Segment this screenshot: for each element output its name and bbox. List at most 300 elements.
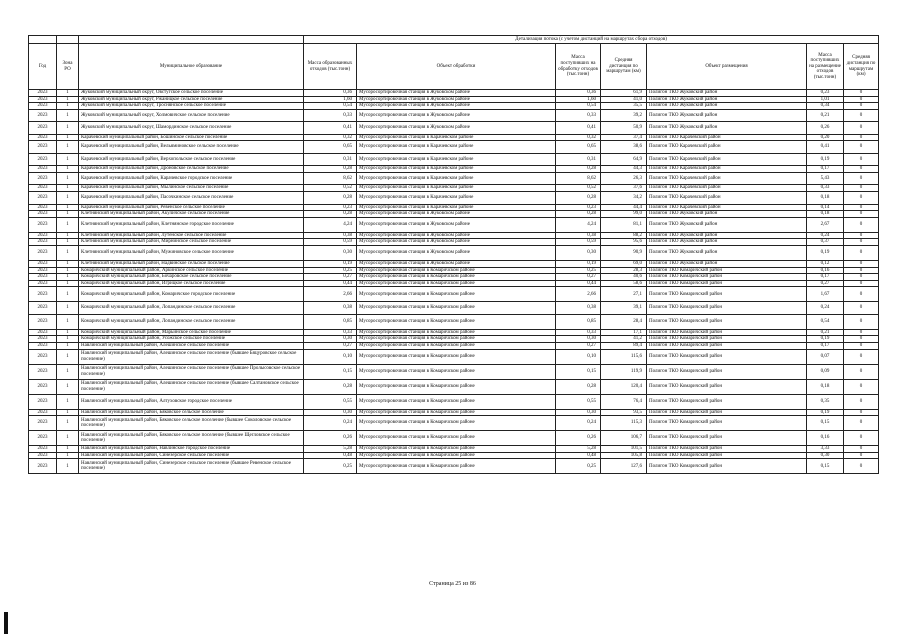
table-row (29, 260, 879, 267)
cell-processing-object: Мусоросортировочная станция в Комаричском районе (357, 343, 556, 350)
cell-placement-object: Полигон ТКО Карачевский район (647, 166, 807, 173)
cell-zone: 1 (57, 274, 79, 281)
cell-year: 2023 (29, 314, 57, 329)
cell-avg-distance-placement: 0 (844, 166, 879, 173)
cell-mass-generated: 8,62 (304, 172, 357, 185)
cell-year: 2023 (29, 260, 57, 267)
cell-mass-to-processing: 0,54 (556, 103, 601, 110)
cell-processing-object: Мусоросортировочная станция в Жуковском районе (357, 90, 556, 97)
cell-zone: 1 (57, 446, 79, 453)
cell-placement-object: Полигон ТКО Комаричский район (647, 336, 807, 343)
cell-processing-object: Мусоросортировочная станция в Комаричском районе (357, 416, 556, 431)
cell-mass-generated: 0,44 (304, 280, 357, 287)
cell-avg-distance-placement: 0 (844, 280, 879, 287)
cell-mass-to-placement: 0,30 (807, 452, 844, 459)
cell-mass-to-placement: 1,01 (807, 96, 844, 103)
cell-mass-generated: 0,28 (304, 379, 357, 394)
cell-mass-to-processing: 0,30 (556, 336, 601, 343)
cell-mass-to-processing: 0,28 (556, 211, 601, 218)
cell-year: 2023 (29, 166, 57, 173)
cell-avg-distance-placement: 0 (844, 409, 879, 416)
cell-processing-object: Мусоросортировочная станция в Комаричском районе (357, 409, 556, 416)
cell-zone: 1 (57, 239, 79, 246)
cell-mass-to-placement: 0,41 (807, 141, 844, 154)
cell-mass-generated: 0,10 (304, 349, 357, 364)
cell-year: 2023 (29, 446, 57, 453)
cell-mass-generated: 5,28 (304, 446, 357, 453)
table-row (29, 245, 879, 260)
cell-year: 2023 (29, 239, 57, 246)
cell-avg-distance: 101,5 (601, 446, 647, 453)
header-year: Год (29, 44, 57, 90)
cell-mass-to-placement: 0,27 (807, 280, 844, 287)
cell-processing-object: Мусоросортировочная станция в Жуковском районе (357, 109, 556, 122)
cell-processing-object: Мусоросортировочная станция в Комаричском районе (357, 459, 556, 474)
cell-municipality: Навлинский муниципальный район, Алешинское сельское поселение (бывшее Бяцуровское сельское поселение) (79, 349, 304, 364)
cell-zone: 1 (57, 90, 79, 97)
cell-mass-to-processing: 0,65 (556, 141, 601, 154)
cell-mass-to-processing: 0,28 (556, 379, 601, 394)
cell-mass-generated: 0,24 (304, 416, 357, 431)
cell-year: 2023 (29, 302, 57, 315)
cell-mass-to-placement: 0,19 (807, 153, 844, 166)
cell-municipality: Клетнянский муниципальный район, Лутенское сельское поселение (79, 232, 304, 239)
cell-processing-object: Мусоросортировочная станция в Карачевском районе (357, 166, 556, 173)
cell-municipality: Комаричский муниципальный район, Игрицкое сельское поселение (79, 280, 304, 287)
cell-year: 2023 (29, 122, 57, 135)
cell-municipality: Карачевский муниципальный район, Карачевское городское поселение (79, 172, 304, 185)
cell-mass-generated: 0,85 (304, 314, 357, 329)
cell-mass-generated: 2,66 (304, 287, 357, 302)
cell-placement-object: Полигон ТКО Карачевский район (647, 172, 807, 185)
cell-zone: 1 (57, 287, 79, 302)
cell-mass-to-processing: 0,38 (556, 302, 601, 315)
cell-mass-generated: 0,15 (304, 364, 357, 379)
cell-zone: 1 (57, 336, 79, 343)
cell-avg-distance: 69,0 (601, 260, 647, 267)
scan-edge-mark (4, 612, 8, 634)
table-row (29, 452, 879, 459)
cell-zone: 1 (57, 459, 79, 474)
table-row (29, 109, 879, 122)
cell-mass-to-placement: 0,24 (807, 302, 844, 315)
cell-zone: 1 (57, 314, 79, 329)
table-caption: Детализация потока (с учетом дистанций на маршрутах сбора отходов) (304, 36, 879, 44)
cell-avg-distance-placement: 0 (844, 349, 879, 364)
cell-mass-to-processing: 0,55 (556, 394, 601, 409)
cell-mass-generated: 0,25 (304, 267, 357, 274)
cell-mass-to-placement: 0,33 (807, 185, 844, 192)
cell-mass-to-processing: 0,41 (556, 122, 601, 135)
cell-mass-to-placement: 0,35 (807, 394, 844, 409)
cell-avg-distance: 39,2 (601, 109, 647, 122)
cell-year: 2023 (29, 153, 57, 166)
table-row (29, 141, 879, 154)
cell-processing-object: Мусоросортировочная станция в Комаричском районе (357, 379, 556, 394)
cell-mass-to-placement: 0,19 (807, 245, 844, 260)
cell-zone: 1 (57, 172, 79, 185)
cell-processing-object: Мусоросортировочная станция в Комаричском районе (357, 452, 556, 459)
cell-mass-to-placement: 0,21 (807, 109, 844, 122)
cell-mass-generated: 0,41 (304, 122, 357, 135)
cell-avg-distance-placement: 0 (844, 274, 879, 281)
cell-mass-generated: 0,27 (304, 274, 357, 281)
cell-avg-distance-placement: 0 (844, 287, 879, 302)
cell-placement-object: Полигон ТКО Карачевский район (647, 153, 807, 166)
cell-municipality: Навлинский муниципальный район, Алтуховское городское поселение (79, 394, 304, 409)
cell-mass-to-placement: 0,19 (807, 336, 844, 343)
cell-placement-object: Полигон ТКО Карачевский район (647, 192, 807, 205)
cell-avg-distance-placement: 0 (844, 336, 879, 343)
flow-detail-sheet (28, 35, 878, 474)
cell-year: 2023 (29, 287, 57, 302)
cell-avg-distance-placement: 0 (844, 394, 879, 409)
cell-avg-distance-placement: 0 (844, 267, 879, 274)
table-row (29, 459, 879, 474)
cell-year: 2023 (29, 141, 57, 154)
cell-zone: 1 (57, 96, 79, 103)
cell-placement-object: Полигон ТКО Жуковский район (647, 109, 807, 122)
header-processing-object: Объект обработки (357, 44, 556, 90)
cell-placement-object: Полигон ТКО Комаричский район (647, 349, 807, 364)
cell-avg-distance: 37,6 (601, 185, 647, 192)
cell-processing-object: Мусоросортировочная станция в Карачевском районе (357, 192, 556, 205)
cell-avg-distance: 120,4 (601, 379, 647, 394)
cell-mass-generated: 0,33 (304, 329, 357, 336)
cell-mass-to-processing: 2,66 (556, 287, 601, 302)
cell-zone: 1 (57, 349, 79, 364)
cell-zone: 1 (57, 409, 79, 416)
cell-mass-to-processing: 1,60 (556, 96, 601, 103)
cell-processing-object: Мусоросортировочная станция в Жуковском районе (357, 103, 556, 110)
cell-year: 2023 (29, 245, 57, 260)
table-row (29, 416, 879, 431)
cell-mass-to-processing: 4,24 (556, 217, 601, 232)
cell-placement-object: Полигон ТКО Комаричский район (647, 287, 807, 302)
cell-mass-to-processing: 0,24 (556, 416, 601, 431)
cell-year: 2023 (29, 217, 57, 232)
table-row (29, 239, 879, 246)
cell-avg-distance: 26,3 (601, 172, 647, 185)
cell-mass-to-processing: 0,59 (556, 239, 601, 246)
cell-avg-distance: 39,1 (601, 302, 647, 315)
cell-mass-generated: 0,28 (304, 211, 357, 218)
cell-mass-to-processing: 5,28 (556, 446, 601, 453)
table-row (29, 172, 879, 185)
table-row (29, 274, 879, 281)
cell-mass-to-processing: 0,28 (556, 192, 601, 205)
cell-placement-object: Полигон ТКО Комаричский район (647, 459, 807, 474)
cell-mass-to-placement: 0,15 (807, 416, 844, 431)
cell-processing-object: Мусоросортировочная станция в Комаричском районе (357, 329, 556, 336)
cell-placement-object: Полигон ТКО Карачевский район (647, 185, 807, 192)
cell-year: 2023 (29, 192, 57, 205)
cell-mass-to-placement: 0,20 (807, 134, 844, 141)
cell-mass-to-placement: 0,17 (807, 166, 844, 173)
cell-zone: 1 (57, 431, 79, 446)
cell-avg-distance: 40,6 (601, 274, 647, 281)
table-row (29, 96, 879, 103)
cell-avg-distance: 93,5 (601, 409, 647, 416)
cell-processing-object: Мусоросортировочная станция в Жуковском районе (357, 245, 556, 260)
cell-avg-distance: 61,9 (601, 90, 647, 97)
cell-avg-distance: 89,4 (601, 343, 647, 350)
cell-mass-to-processing: 0,31 (556, 153, 601, 166)
header-avg-distance-placement: Средняя дистанция по маршрутам (км) (844, 44, 879, 90)
cell-mass-generated: 0,33 (304, 109, 357, 122)
cell-processing-object: Мусоросортировочная станция в Комаричском районе (357, 274, 556, 281)
cell-year: 2023 (29, 232, 57, 239)
cell-avg-distance: 28,3 (601, 267, 647, 274)
cell-mass-to-processing: 0,23 (556, 204, 601, 211)
cell-mass-generated: 0,30 (304, 336, 357, 343)
cell-avg-distance: 44,4 (601, 204, 647, 211)
cell-avg-distance: 44,3 (601, 166, 647, 173)
cell-mass-to-placement: 0,16 (807, 431, 844, 446)
cell-mass-generated: 0,52 (304, 185, 357, 192)
flow-detail-table (28, 35, 879, 474)
cell-avg-distance: 38,6 (601, 141, 647, 154)
cell-year: 2023 (29, 274, 57, 281)
cell-zone: 1 (57, 416, 79, 431)
cell-mass-to-processing: 0,52 (556, 185, 601, 192)
header-avg-distance: Средняя дистанция по маршрутам (км) (601, 44, 647, 90)
cell-zone: 1 (57, 364, 79, 379)
cell-zone: 1 (57, 185, 79, 192)
table-row (29, 280, 879, 287)
cell-municipality: Навлинский муниципальный район, Синезерское сельское поселение (бывшее Ревенское сельское поселение) (79, 459, 304, 474)
cell-mass-generated: 0,55 (304, 394, 357, 409)
cell-mass-to-placement: 0,15 (807, 459, 844, 474)
cell-municipality: Навлинский муниципальный район, Бяковское сельское поселение (79, 409, 304, 416)
cell-avg-distance-placement: 0 (844, 185, 879, 192)
cell-zone: 1 (57, 109, 79, 122)
cell-placement-object: Полигон ТКО Жуковский район (647, 245, 807, 260)
cell-avg-distance: 17,1 (601, 329, 647, 336)
cell-processing-object: Мусоросортировочная станция в Комаричском районе (357, 314, 556, 329)
cell-zone: 1 (57, 153, 79, 166)
cell-processing-object: Мусоросортировочная станция в Жуковском районе (357, 122, 556, 135)
cell-mass-to-placement: 0,18 (807, 211, 844, 218)
cell-zone: 1 (57, 204, 79, 211)
cell-avg-distance-placement: 0 (844, 153, 879, 166)
cell-mass-to-processing: 0,30 (556, 245, 601, 260)
cell-year: 2023 (29, 459, 57, 474)
cell-year: 2023 (29, 416, 57, 431)
cell-placement-object: Полигон ТКО Комаричский район (647, 302, 807, 315)
cell-avg-distance-placement: 0 (844, 446, 879, 453)
cell-mass-generated: 0,30 (304, 245, 357, 260)
table-row (29, 349, 879, 364)
cell-mass-to-placement: 0,16 (807, 267, 844, 274)
cell-avg-distance-placement: 0 (844, 90, 879, 97)
cell-mass-generated: 0,30 (304, 409, 357, 416)
cell-placement-object: Полигон ТКО Жуковский район (647, 90, 807, 97)
cell-municipality: Жуковский муниципальный округ, Холмовичское сельское поселение (79, 109, 304, 122)
cell-mass-to-placement: 0,37 (807, 239, 844, 246)
cell-avg-distance: 95,6 (601, 239, 647, 246)
cell-zone: 1 (57, 122, 79, 135)
cell-avg-distance: 35,5 (601, 103, 647, 110)
cell-municipality: Навлинский муниципальный район, Синезерское сельское поселение (79, 452, 304, 459)
cell-avg-distance: 37,4 (601, 134, 647, 141)
table-row (29, 379, 879, 394)
cell-avg-distance: 119,9 (601, 364, 647, 379)
cell-year: 2023 (29, 96, 57, 103)
cell-zone: 1 (57, 302, 79, 315)
cell-avg-distance-placement: 0 (844, 364, 879, 379)
cell-placement-object: Полигон ТКО Комаричский район (647, 343, 807, 350)
cell-avg-distance: 99,0 (601, 211, 647, 218)
cell-municipality: Карачевский муниципальный район, Ревенское сельское поселение (79, 204, 304, 211)
cell-placement-object: Полигон ТКО Карачевский район (647, 204, 807, 211)
cell-mass-to-processing: 0,25 (556, 459, 601, 474)
cell-placement-object: Полигон ТКО Карачевский район (647, 134, 807, 141)
cell-avg-distance-placement: 0 (844, 122, 879, 135)
cell-year: 2023 (29, 394, 57, 409)
cell-processing-object: Мусоросортировочная станция в Карачевском районе (357, 134, 556, 141)
cell-avg-distance-placement: 0 (844, 379, 879, 394)
cell-year: 2023 (29, 172, 57, 185)
table-row (29, 217, 879, 232)
cell-zone: 1 (57, 134, 79, 141)
cell-municipality: Жуковский муниципальный округ, Овстугское сельское поселение (79, 90, 304, 97)
cell-processing-object: Мусоросортировочная станция в Комаричском районе (357, 336, 556, 343)
cell-avg-distance-placement: 0 (844, 452, 879, 459)
cell-municipality: Навлинский муниципальный район, Бяковское сельское поселение (бывшее Щегловское сельское поселение) (79, 431, 304, 446)
cell-avg-distance-placement: 0 (844, 134, 879, 141)
cell-year: 2023 (29, 211, 57, 218)
cell-mass-to-processing: 0,10 (556, 349, 601, 364)
cell-mass-to-processing: 0,19 (556, 260, 601, 267)
cell-processing-object: Мусоросортировочная станция в Жуковском районе (357, 217, 556, 232)
table-row (29, 90, 879, 97)
cell-mass-generated: 0,65 (304, 141, 357, 154)
table-row (29, 431, 879, 446)
cell-processing-object: Мусоросортировочная станция в Комаричском районе (357, 446, 556, 453)
table-row (29, 134, 879, 141)
cell-year: 2023 (29, 379, 57, 394)
cell-processing-object: Мусоросортировочная станция в Комаричском районе (357, 394, 556, 409)
cell-avg-distance: 41,2 (601, 336, 647, 343)
cell-zone: 1 (57, 192, 79, 205)
cell-year: 2023 (29, 349, 57, 364)
cell-placement-object: Полигон ТКО Комаричский район (647, 452, 807, 459)
cell-municipality: Навлинский муниципальный район, Навлинское городское поселение (79, 446, 304, 453)
cell-year: 2023 (29, 134, 57, 141)
table-row (29, 232, 879, 239)
cell-mass-generated: 0,19 (304, 260, 357, 267)
cell-avg-distance: 115,3 (601, 416, 647, 431)
cell-mass-to-placement: 0,17 (807, 343, 844, 350)
cell-processing-object: Мусоросортировочная станция в Жуковском районе (357, 239, 556, 246)
cell-year: 2023 (29, 90, 57, 97)
table-row (29, 314, 879, 329)
cell-municipality: Навлинский муниципальный район, Алешинское сельское поселение (бывшее Салтановское сельское поселение) (79, 379, 304, 394)
table-row (29, 336, 879, 343)
cell-mass-generated: 0,59 (304, 239, 357, 246)
cell-municipality: Комаричский муниципальный район, Бочаровское сельское поселение (79, 274, 304, 281)
cell-municipality: Жуковский муниципальный округ, Шамординское сельское поселение (79, 122, 304, 135)
cell-placement-object: Полигон ТКО Жуковский район (647, 232, 807, 239)
cell-municipality: Карачевский муниципальный район, Пасочкинское сельское поселение (79, 192, 304, 205)
cell-avg-distance: 27,1 (601, 287, 647, 302)
cell-municipality: Жуковский муниципальный округ, Ржаницкое сельское поселение (79, 96, 304, 103)
cell-mass-generated: 0,38 (304, 302, 357, 315)
cell-mass-to-placement: 1,67 (807, 287, 844, 302)
cell-avg-distance: 76,4 (601, 394, 647, 409)
table-row (29, 329, 879, 336)
table-row (29, 166, 879, 173)
cell-zone: 1 (57, 211, 79, 218)
cell-avg-distance-placement: 0 (844, 431, 879, 446)
cell-mass-to-placement: 0,54 (807, 314, 844, 329)
cell-avg-distance-placement: 0 (844, 416, 879, 431)
cell-mass-to-processing: 0,32 (556, 134, 601, 141)
cell-municipality: Комаричский муниципальный район, Усожское сельское поселение (79, 336, 304, 343)
cell-mass-to-processing: 0,25 (556, 267, 601, 274)
cell-avg-distance: 88,2 (601, 232, 647, 239)
cell-placement-object: Полигон ТКО Комаричский район (647, 280, 807, 287)
cell-mass-to-processing: 0,48 (556, 452, 601, 459)
cell-mass-to-placement: 0,34 (807, 103, 844, 110)
cell-avg-distance-placement: 0 (844, 172, 879, 185)
cell-municipality: Клетнянский муниципальный район, Мирнинское сельское поселение (79, 239, 304, 246)
cell-zone: 1 (57, 217, 79, 232)
cell-processing-object: Мусоросортировочная станция в Карачевском районе (357, 153, 556, 166)
cell-avg-distance: 115,6 (601, 349, 647, 364)
cell-zone: 1 (57, 245, 79, 260)
cell-avg-distance-placement: 0 (844, 245, 879, 260)
cell-processing-object: Мусоросортировочная станция в Комаричском районе (357, 287, 556, 302)
cell-municipality: Карачевский муниципальный район, Мылинское сельское поселение (79, 185, 304, 192)
cell-municipality: Комаричский муниципальный район, Лопандинское сельское поселение (79, 314, 304, 329)
table-row (29, 103, 879, 110)
cell-municipality: Жуковский муниципальный округ, Троснянское сельское поселение (79, 103, 304, 110)
cell-municipality: Клетнянский муниципальный район, Клетнянское городское поселение (79, 217, 304, 232)
cell-municipality: Навлинский муниципальный район, Алешинское сельское поселение (бывшее Пролысовское сельское поселение) (79, 364, 304, 379)
cell-mass-to-processing: 0,36 (556, 90, 601, 97)
cell-mass-to-placement: 0,19 (807, 409, 844, 416)
cell-year: 2023 (29, 431, 57, 446)
cell-placement-object: Полигон ТКО Карачевский район (647, 141, 807, 154)
cell-placement-object: Полигон ТКО Комаричский район (647, 314, 807, 329)
cell-year: 2023 (29, 109, 57, 122)
cell-placement-object: Полигон ТКО Жуковский район (647, 217, 807, 232)
cell-mass-to-placement: 0,18 (807, 192, 844, 205)
cell-municipality: Комаричский муниципальный район, Марьинское сельское поселение (79, 329, 304, 336)
cell-municipality: Карачевский муниципальный район, Верхопольское сельское поселение (79, 153, 304, 166)
table-row (29, 343, 879, 350)
cell-mass-generated: 0,28 (304, 192, 357, 205)
cell-avg-distance: 34,2 (601, 192, 647, 205)
cell-mass-to-processing: 0,85 (556, 314, 601, 329)
cell-mass-to-placement: 0,23 (807, 90, 844, 97)
cell-avg-distance: 127,6 (601, 459, 647, 474)
cell-zone: 1 (57, 280, 79, 287)
cell-mass-generated: 0,28 (304, 166, 357, 173)
cell-processing-object: Мусоросортировочная станция в Комаричском районе (357, 302, 556, 315)
cell-mass-to-processing: 0,38 (556, 232, 601, 239)
cell-processing-object: Мусоросортировочная станция в Комаричском районе (357, 280, 556, 287)
page-number: Страница 25 из 86 (429, 581, 476, 587)
cell-placement-object: Полигон ТКО Жуковский район (647, 239, 807, 246)
cell-mass-to-placement: 0,26 (807, 122, 844, 135)
cell-avg-distance: 58,6 (601, 280, 647, 287)
cell-avg-distance: 81,1 (601, 217, 647, 232)
table-row (29, 302, 879, 315)
cell-zone: 1 (57, 166, 79, 173)
